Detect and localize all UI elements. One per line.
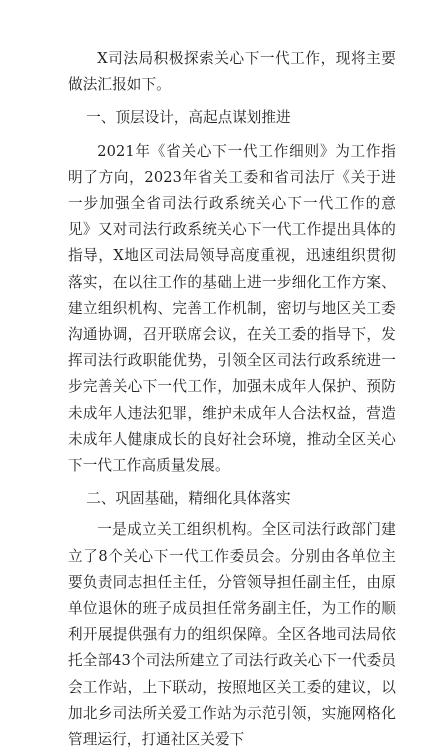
section-1-heading: 一、顶层设计，高起点谋划推进 xyxy=(86,109,291,127)
document-body xyxy=(68,46,396,753)
section-2-paragraph: 一是成立关工组织机构。全区司法行政部门建立了8个关心下一代工作委员会。分别由各单位主要负责同志担任主任，分管领导担任副主任，由原单位退休的班子成员担任常务副主任，为工作的顺利开展提供强有力的组织保障。全区各地司法局依托全部43个司法所建立了司法行政关心下一代委员会工作站，上下联动，按照地区关工委的建议，以加北乡司法所关爱工作站为示范引领，实施网格化管理运行，打通社区关爱下 xyxy=(68,521,396,749)
section-2-heading: 二、巩固基础，精细化具体落实 xyxy=(86,490,291,508)
intro-paragraph: X司法局积极探索关心下一代工作，现将主要做法汇报如下。 xyxy=(68,50,396,94)
section-1-paragraph: 2021年《省关心下一代工作细则》为工作指明了方向，2023年省关工委和省司法厅《关于进一步加强全省司法行政系统关心下一代工作的意见》又对司法行政系统关心下一代工作提出具体的指导，X地区司法局领导高度重视，迅速组织贯彻落实，在以往工作的基础上进一步细化工作方案、建立组织机构、完善工作机制，密切与地区关工委沟通协调，召开联席会议，在关工委的指导下，发挥司法行政职能优势，引领全区司法行政系统进一步完善关心下一代工作，加强未成年人保护、预防未成年人违法犯罪，维护未成年人合法权益，营造未成年人健康成长的良好社会环境，推动全区关心下一代工作高质量发展。 xyxy=(68,142,396,475)
